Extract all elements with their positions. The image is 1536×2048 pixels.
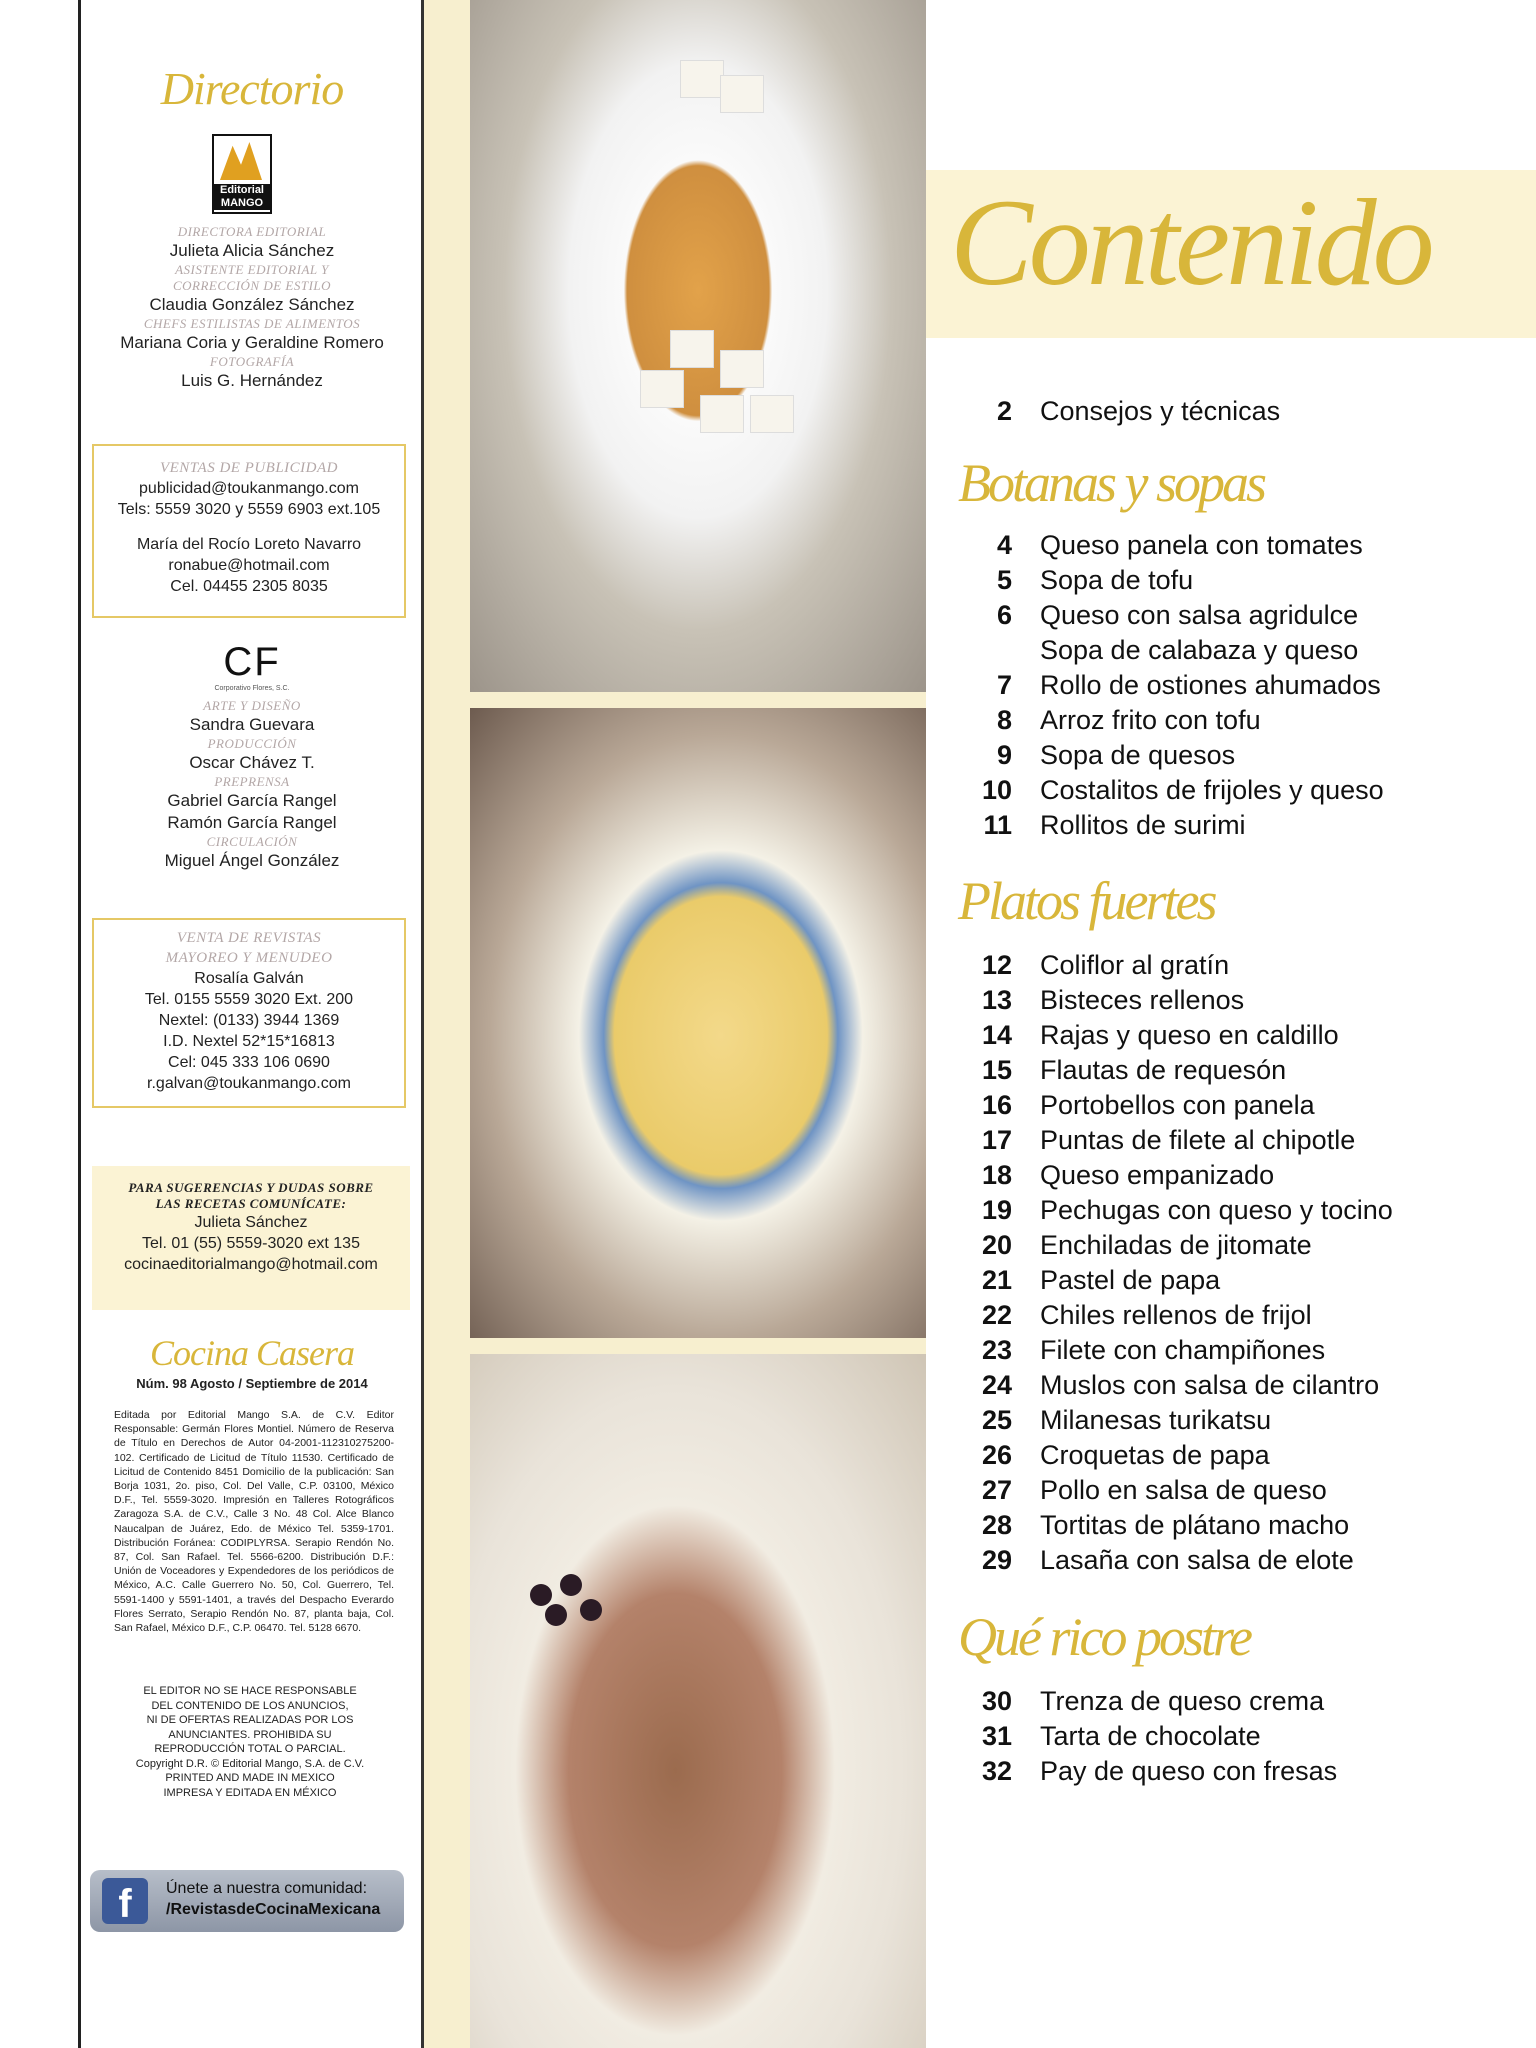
credit-role: DIRECTORA EDITORIAL (177, 224, 327, 239)
toc-entry[interactable] (958, 1125, 1518, 1159)
sales-email[interactable]: r.galvan@toukanmango.com (147, 1075, 351, 1092)
facebook-page-link[interactable]: /RevistasdeCocinaMexicana (166, 1901, 381, 1918)
toc-title: Arroz frito con tofu (1040, 705, 1261, 735)
toc-title: Rollitos de surimi (1040, 810, 1246, 840)
toc-page: 27 (981, 1475, 1012, 1505)
facebook-line1: Únete a nuestra comunidad: (166, 1880, 368, 1897)
credit-name: Luis G. Hernández (181, 371, 323, 390)
toc-title: Coliflor al gratín (1040, 950, 1230, 980)
toc-title: Muslos con salsa de cilantro (1040, 1370, 1380, 1400)
toc-entry[interactable] (958, 1686, 1518, 1720)
toc-title: Pay de queso con fresas (1040, 1756, 1338, 1786)
credit-role: PRODUCCIÓN (207, 736, 297, 751)
magazine-title: Cocina Casera (149, 1333, 354, 1373)
logo-text: Editorial MANGO (214, 184, 270, 210)
magazine-sales-box (92, 918, 406, 1108)
left-rule (78, 0, 81, 2048)
design-credits (82, 698, 422, 872)
blackberry (545, 1604, 567, 1626)
disclaimer-line: REPRODUCCIÓN TOTAL O PARCIAL. (154, 1743, 346, 1755)
disclaimer-line: ANUNCIANTES. PROHIBIDA SU (168, 1728, 332, 1741)
credit-role: PREPRENSA (214, 774, 290, 789)
credit-role: CIRCULACIÓN (206, 834, 298, 849)
facebook-icon: f (102, 1878, 148, 1924)
toc-page: 31 (981, 1721, 1012, 1751)
suggestions-line: Tel. 01 (55) 5559-3020 ext 135 (142, 1235, 360, 1252)
disclaimer (100, 1684, 400, 1800)
toc-page: 5 (996, 565, 1012, 595)
toc-entry[interactable] (958, 985, 1518, 1019)
toc-page: 32 (981, 1756, 1012, 1786)
suggestions-email[interactable]: cocinaeditorialmango@hotmail.com (124, 1256, 378, 1273)
staff-credits (82, 224, 422, 392)
chocolate-tart-photo (470, 1354, 926, 2048)
toc-entry[interactable] (958, 705, 1518, 739)
cf-logo-mark: CF (223, 640, 281, 684)
credit-role: CHEFS ESTILISTAS DE ALIMENTOS (143, 316, 361, 331)
toc-entry[interactable] (958, 1055, 1518, 1089)
toc-page: 16 (981, 1090, 1012, 1120)
toc-page: 22 (981, 1300, 1012, 1330)
toc-entry[interactable] (958, 1020, 1518, 1054)
toc-page: 6 (996, 600, 1012, 630)
toc-entry[interactable] (958, 1160, 1518, 1194)
toc-title: Pollo en salsa de queso (1040, 1475, 1327, 1505)
editorial-mango-logo (212, 134, 272, 214)
disclaimer-line: EL EDITOR NO SE HACE RESPONSABLE (143, 1685, 357, 1697)
toc-title: Queso panela con tomates (1040, 530, 1363, 560)
cheese-cube (670, 330, 714, 368)
toc-entry[interactable] (958, 670, 1518, 704)
toc-title: Croquetas de papa (1040, 1440, 1270, 1470)
disclaimer-line: DEL CONTENIDO DE LOS ANUNCIOS, (151, 1699, 349, 1712)
toc-title: Pastel de papa (1040, 1265, 1221, 1295)
toc-title: Tortitas de plátano macho (1040, 1510, 1350, 1540)
cheese-cube (640, 370, 684, 408)
toc-page: 30 (981, 1686, 1012, 1716)
toc-title: Queso empanizado (1040, 1160, 1275, 1190)
toc-title: Pechugas con queso y tocino (1040, 1195, 1393, 1225)
disclaimer-line: NI DE OFERTAS REALIZADAS POR LOS (146, 1714, 354, 1726)
toc-page: 18 (981, 1160, 1012, 1190)
toc-title: Puntas de filete al chipotle (1040, 1125, 1356, 1155)
toc-title: Trenza de queso crema (1040, 1686, 1325, 1716)
section-heading: Qué rico postre (958, 1607, 1250, 1667)
toc-entry[interactable] (958, 1545, 1518, 1579)
toc-page: 4 (996, 530, 1012, 560)
sales-heading: VENTA DE REVISTAS MAYOREO Y MENUDEO (165, 930, 333, 966)
credit-name: Mariana Coria y Geraldine Romero (120, 333, 384, 352)
blackberry (530, 1584, 552, 1606)
suggestions-heading: PARA SUGERENCIAS Y DUDAS SOBRE LAS RECETAS COMUNÍCATE: (128, 1180, 374, 1211)
advertising-email[interactable]: publicidad@toukanmango.com (139, 480, 359, 497)
toc-entry[interactable] (958, 740, 1518, 774)
cheese-cube (750, 395, 794, 433)
toc-page: 28 (981, 1510, 1012, 1540)
toc-entry[interactable] (958, 1721, 1518, 1755)
toc-page: 26 (981, 1440, 1012, 1470)
toc-title: Chiles rellenos de frijol (1040, 1300, 1312, 1330)
sales-line: I.D. Nextel 52*15*16813 (163, 1033, 335, 1050)
toc-page: 17 (981, 1125, 1012, 1155)
toc-entry[interactable] (958, 1230, 1518, 1264)
section-heading: Platos fuertes (958, 871, 1215, 931)
toc-entry[interactable] (958, 1335, 1518, 1369)
toc-page: 19 (981, 1195, 1012, 1225)
sales-line: Tel. 0155 5559 3020 Ext. 200 (144, 991, 354, 1008)
toc-page: 15 (981, 1055, 1012, 1085)
toc-page: 10 (981, 775, 1012, 805)
cf-logo-subtitle: Corporativo Flores, S.C. (214, 685, 290, 692)
toc-title: Rajas y queso en caldillo (1040, 1020, 1339, 1050)
legal-text: Editada por Editorial Mango S.A. de C.V. Editor Responsable: Germán Flores Montiel. Número de Reserva de Título en Derechos de Autor 04-2001-112310275200-102. Certificado de Licitud de Título 11530. Certificado de Licitud de Contenido 8451 Domicilio de la publicación: San Borja 1031, 2o. piso, Col. Del Valle, C.P. 03100, México D.F., Tel. 5559-3020. Impresión en Talleres Rotográficos Zaragoza S.A. de C.V., Calle 3 No. 48 Col. Alce Blanco Naucalpan de Juárez, Edo. de México Tel. 5359-1701. Distribución Foránea: CODIPLYRSA. Serapio Rendón No. 87, Col. San Rafael. Tel. 5566-6200. Distribución D.F.: Unión de Voceadores y Expendedores de los periódicos de México, A.C. Calle Guerrero No. 50, Col. Guerrero, Tel. 5591-1400 y 5591-1401, a través del Despacho Everardo Flores Serrato, Serapio Rendón No. 87, planta baja, Col. San Rafael, México D.F., C.P. 06470. Tel. 5128 6670. (114, 1409, 394, 1635)
cheese-cube (720, 350, 764, 388)
toc-entry[interactable] (958, 1756, 1518, 1790)
toc-page: 9 (996, 740, 1012, 770)
advertising-contact: María del Rocío Loreto Navarro (136, 536, 362, 553)
toc-page: 11 (983, 810, 1012, 840)
credit-name: Sandra Guevara (189, 715, 315, 734)
toc-entry[interactable] (958, 530, 1518, 564)
credit-name: Oscar Chávez T. (189, 753, 315, 772)
toc-title: Bisteces rellenos (1040, 985, 1245, 1015)
sales-line: Cel: 045 333 106 0690 (168, 1054, 330, 1071)
toc-title: Costalitos de frijoles y queso (1040, 775, 1384, 805)
toc-title: Sopa de calabaza y queso (1040, 635, 1359, 665)
advertising-contact-cel: Cel. 04455 2305 8035 (170, 578, 328, 595)
toc-title: Filete con champiñones (1040, 1335, 1326, 1365)
blackberry (580, 1599, 602, 1621)
toc-page: 21 (981, 1265, 1012, 1295)
cf-logo (82, 640, 422, 693)
toc-entry[interactable] (958, 635, 1518, 669)
toc-page: 23 (981, 1335, 1012, 1365)
toc-page: 12 (981, 950, 1012, 980)
toc-entry[interactable] (958, 600, 1518, 634)
credit-role: ASISTENTE EDITORIAL Y CORRECCIÓN DE ESTILO (172, 262, 332, 293)
advertising-contact-email[interactable]: ronabue@hotmail.com (168, 557, 330, 574)
suggestions-box (92, 1166, 410, 1310)
toc-entry[interactable] (958, 1300, 1518, 1334)
soup-with-cheese-photo (470, 0, 926, 692)
toc-entry[interactable] (958, 1090, 1518, 1124)
cauliflower-gratin-photo (470, 708, 926, 1338)
toc-title: Queso con salsa agridulce (1040, 600, 1359, 630)
toc-title: Flautas de requesón (1040, 1055, 1287, 1085)
toc-entry[interactable] (958, 1195, 1518, 1229)
credit-name: Julieta Alicia Sánchez (169, 241, 335, 260)
toc-entry[interactable] (958, 1370, 1518, 1404)
toc-title: Consejos y técnicas (1040, 396, 1281, 426)
toc-entry[interactable] (958, 1475, 1518, 1509)
toc-page: 25 (981, 1405, 1012, 1435)
toc-entry[interactable] (958, 1440, 1518, 1474)
toc-entry[interactable] (958, 565, 1518, 599)
toc-title: Tarta de chocolate (1040, 1721, 1261, 1751)
toc-page: 7 (996, 670, 1012, 700)
toc-page: 29 (981, 1545, 1012, 1575)
disclaimer-line: Copyright D.R. © Editorial Mango, S.A. de C.V. (135, 1757, 365, 1770)
toc-entry[interactable] (958, 950, 1518, 984)
cheese-cube (700, 395, 744, 433)
cheese-cube (680, 60, 724, 98)
toc-title: Sopa de quesos (1040, 740, 1236, 770)
toc-page: 2 (996, 396, 1012, 426)
disclaimer-line: PRINTED AND MADE IN MEXICO (165, 1772, 335, 1784)
credit-name: Miguel Ángel González (164, 851, 340, 870)
toc-entry[interactable] (958, 1405, 1518, 1439)
advertising-heading: VENTAS DE PUBLICIDAD (159, 460, 339, 476)
toc-title: Lasaña con salsa de elote (1040, 1545, 1354, 1575)
toc-title: Rollo de ostiones ahumados (1040, 670, 1381, 700)
toc-title: Portobellos con panela (1040, 1090, 1315, 1120)
issue-number: Núm. 98 Agosto / Septiembre de 2014 (136, 1376, 368, 1391)
toc-page: 20 (981, 1230, 1012, 1260)
toc-title: Enchiladas de jitomate (1040, 1230, 1312, 1260)
toc-page: 24 (981, 1370, 1012, 1400)
toc-entry[interactable] (958, 1510, 1518, 1544)
contents-title: Contenido (950, 174, 1431, 311)
toc-entry[interactable] (958, 396, 1518, 430)
sales-line: Rosalía Galván (194, 970, 304, 987)
toc-page: 14 (981, 1020, 1012, 1050)
toc-page: 13 (981, 985, 1012, 1015)
toc-page: 8 (996, 705, 1012, 735)
toc-title: Sopa de tofu (1040, 565, 1194, 595)
advertising-phones: Tels: 5559 3020 y 5559 6903 ext.105 (117, 501, 381, 518)
cheese-cube (720, 75, 764, 113)
credit-role: FOTOGRAFÍA (209, 354, 295, 369)
blackberry (560, 1574, 582, 1596)
credit-name: Ramón García Rangel (167, 813, 337, 832)
directory-title: Directorio (160, 63, 344, 114)
suggestions-line: Julieta Sánchez (194, 1214, 308, 1231)
toc-entry[interactable] (958, 810, 1518, 844)
mango-logo-icon (220, 142, 262, 180)
credit-role: ARTE Y DISEÑO (203, 698, 301, 713)
sales-line: Nextel: (0133) 3944 1369 (158, 1012, 340, 1029)
toc-title: Milanesas turikatsu (1040, 1405, 1272, 1435)
credit-name: Gabriel García Rangel (167, 791, 337, 810)
credit-name: Claudia González Sánchez (149, 295, 355, 314)
section-heading: Botanas y sopas (958, 453, 1264, 513)
facebook-banner[interactable] (90, 1870, 404, 1932)
toc-entry[interactable] (958, 775, 1518, 809)
toc-entry[interactable] (958, 1265, 1518, 1299)
advertising-box (92, 444, 406, 618)
disclaimer-line: IMPRESA Y EDITADA EN MÉXICO (163, 1786, 337, 1799)
